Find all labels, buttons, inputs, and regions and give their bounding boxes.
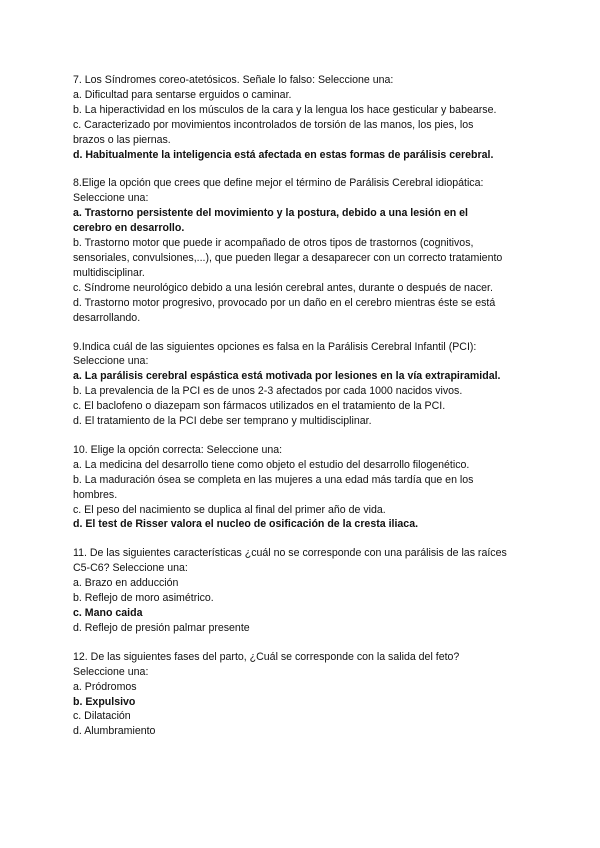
question-block <box>73 176 530 325</box>
answer-line: b. La hiperactividad en los músculos de la cara y la lengua los hace gesticular y babearse. <box>73 103 497 116</box>
answer-line: a. Pródromos <box>73 680 137 693</box>
question-text: 7. Los Síndromes coreo-atetósicos. Señale lo falso: Seleccione una: <box>73 74 394 86</box>
answer-line-highlighted: a. Trastorno persistente del movimiento y la postura, debido a una lesión en el <box>73 207 469 220</box>
question-text: 9.Indica cuál de las siguientes opciones es falsa en la Parálisis Cerebral Infantil (PCI): <box>73 340 477 353</box>
answer-line: b. La maduración ósea se completa en las mujeres a una edad más tardía que en los <box>73 473 474 486</box>
question-text: 10. Elige la opción correcta: Seleccione una: <box>73 443 283 456</box>
answer-line: brazos o las piernas. <box>73 133 171 146</box>
answer-line-highlighted: d. Habitualmente la inteligencia está afectada en estas formas de parálisis cerebral. <box>73 148 494 161</box>
answer-line-highlighted: a. La parálisis cerebral espástica está motivada por lesiones en la vía extrapiramidal. <box>73 370 501 383</box>
answer-line: c. Caracterizado por movimientos incontrolados de torsión de las manos, los pies, los <box>73 118 474 131</box>
answer-line: sensoriales, convulsiones,...), que pueden llegar a desaparecer con un correcto tratamiento <box>73 251 503 264</box>
answer-line: b. La prevalencia de la PCI es de unos 2-3 afectados por cada 1000 nacidos vivos. <box>73 385 463 398</box>
question-block <box>73 443 530 532</box>
answer-line: d. Trastorno motor progresivo, provocado por un daño en el cerebro mientras éste se está <box>73 296 496 309</box>
answer-line-highlighted: d. El test de Risser valora el nucleo de osificación de la cresta iliaca. <box>73 518 419 531</box>
answer-line: multidisciplinar. <box>73 266 145 279</box>
answer-line-highlighted: cerebro en desarrollo. <box>73 222 185 235</box>
question-block <box>73 340 530 429</box>
question-list <box>73 73 530 739</box>
answer-line: Seleccione una: <box>73 665 149 678</box>
answer-line-highlighted: c. Mano caida <box>73 607 143 619</box>
question-text: 8.Elige la opción que crees que define mejor el término de Parálisis Cerebral idiopática: <box>73 177 484 190</box>
answer-line: C5-C6? Seleccione una: <box>73 562 188 575</box>
answer-line: d. Alumbramiento <box>73 725 156 738</box>
question-block <box>73 546 530 635</box>
answer-line: Seleccione una: <box>73 192 149 205</box>
answer-line: Seleccione una: <box>73 355 149 368</box>
answer-line: d. El tratamiento de la PCI debe ser temprano y multidisciplinar. <box>73 415 372 428</box>
question-text: 11. De las siguientes características ¿cuál no se corresponde con una parálisis de las raíces <box>73 547 507 560</box>
answer-line: c. El baclofeno o diazepam son fármacos utilizados en el tratamiento de la PCI. <box>73 400 446 413</box>
answer-line: c. El peso del nacimiento se duplica al final del primer año de vida. <box>73 503 386 516</box>
answer-line: a. Dificultad para sentarse erguidos o caminar. <box>73 88 292 101</box>
answer-line: desarrollando. <box>73 311 141 324</box>
answer-line: b. Trastorno motor que puede ir acompañado de otros tipos de trastornos (cognitivos, <box>73 237 474 250</box>
answer-line-highlighted: b. Expulsivo <box>73 695 136 708</box>
answer-line: d. Reflejo de presión palmar presente <box>73 621 250 634</box>
question-text: 12. De las siguientes fases del parto, ¿Cuál se corresponde con la salida del feto? <box>73 650 460 663</box>
answer-line: a. Brazo en adducción <box>73 577 179 590</box>
question-block <box>73 650 530 739</box>
answer-line: hombres. <box>73 488 118 501</box>
answer-line: b. Reflejo de moro asimétrico. <box>73 592 214 605</box>
answer-line: c. Dilatación <box>73 710 131 723</box>
answer-line: a. La medicina del desarrollo tiene como objeto el estudio del desarrollo filogenético. <box>73 458 470 471</box>
question-block <box>73 73 530 162</box>
answer-line: c. Síndrome neurológico debido a una lesión cerebral antes, durante o después de nacer. <box>73 281 493 294</box>
